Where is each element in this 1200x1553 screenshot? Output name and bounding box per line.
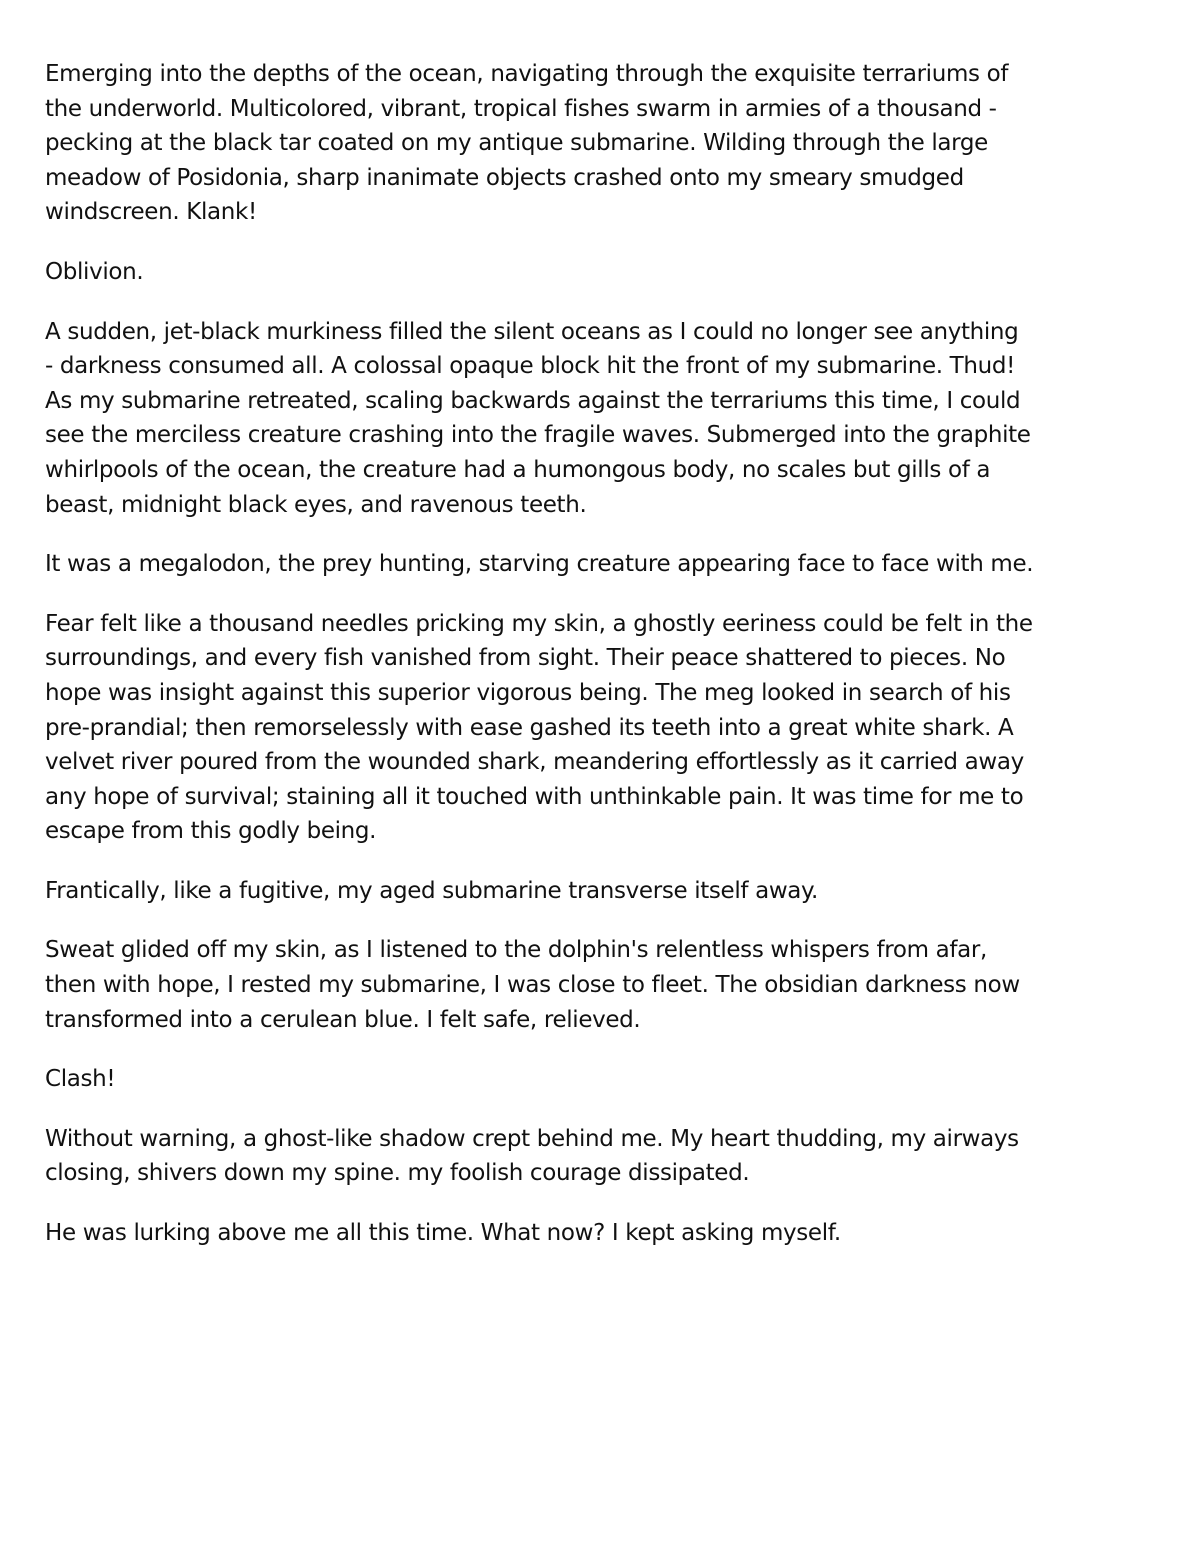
text-line: meadow of Posidonia, sharp inanimate objects crashed onto my smeary smudged bbox=[45, 164, 964, 191]
text-line: surroundings, and every fish vanished from sight. Their peace shattered to pieces. No bbox=[45, 645, 1006, 672]
paragraph-4 bbox=[45, 547, 1155, 582]
text-line: It was a megalodon, the prey hunting, starving creature appearing face to face with me. bbox=[45, 551, 1034, 578]
text-line: transformed into a cerulean blue. I felt safe, relieved. bbox=[45, 1006, 641, 1033]
text-line: Without warning, a ghost-like shadow crept behind me. My heart thudding, my airways bbox=[45, 1125, 1019, 1152]
text-line: beast, midnight black eyes, and ravenous teeth. bbox=[45, 491, 587, 518]
paragraph-5 bbox=[45, 607, 1155, 849]
paragraph-2 bbox=[45, 255, 1155, 290]
text-line: Fear felt like a thousand needles pricking my skin, a ghostly eeriness could be felt in the bbox=[45, 610, 1033, 637]
paragraph-1 bbox=[45, 57, 1155, 230]
text-line: see the merciless creature crashing into the fragile waves. Submerged into the graphite bbox=[45, 422, 1031, 449]
paragraph-8 bbox=[45, 1062, 1155, 1097]
text-line: Emerging into the depths of the ocean, navigating through the exquisite terrariums of bbox=[45, 61, 1009, 87]
text-line: As my submarine retreated, scaling backwards against the terrariums this time, I could bbox=[45, 387, 1021, 414]
text-line: Clash! bbox=[45, 1066, 116, 1093]
text-line: escape from this godly being. bbox=[45, 818, 377, 845]
text-line: pre-prandial; then remorselessly with ease gashed its teeth into a great white shark. A bbox=[45, 714, 1014, 741]
text-line: hope was insight against this superior vigorous being. The meg looked in search of his bbox=[45, 679, 1011, 706]
document-body bbox=[45, 57, 1155, 1276]
text-line: He was lurking above me all this time. What now? I kept asking myself. bbox=[45, 1220, 841, 1247]
paragraph-9 bbox=[45, 1122, 1155, 1191]
text-line: windscreen. Klank! bbox=[45, 199, 257, 226]
text-line: Frantically, like a fugitive, my aged submarine transverse itself away. bbox=[45, 877, 818, 904]
text-line: - darkness consumed all. A colossal opaque block hit the front of my submarine. Thud! bbox=[45, 353, 1015, 380]
text-line: the underworld. Multicolored, vibrant, tropical fishes swarm in armies of a thousand - bbox=[45, 95, 997, 122]
text-line: closing, shivers down my spine. my foolish courage dissipated. bbox=[45, 1160, 750, 1187]
text-line: pecking at the black tar coated on my antique submarine. Wilding through the large bbox=[45, 130, 988, 157]
text-line: then with hope, I rested my submarine, I was close to fleet. The obsidian darkness now bbox=[45, 972, 1020, 999]
paragraph-7 bbox=[45, 933, 1155, 1037]
paragraph-10 bbox=[45, 1216, 1155, 1251]
text-line: velvet river poured from the wounded shark, meandering effortlessly as it carried away bbox=[45, 749, 1024, 776]
text-line: Oblivion. bbox=[45, 258, 144, 285]
text-line: any hope of survival; staining all it touched with unthinkable pain. It was time for me to bbox=[45, 783, 1024, 810]
paragraph-3 bbox=[45, 315, 1155, 523]
text-line: A sudden, jet-black murkiness filled the silent oceans as I could no longer see anything bbox=[45, 318, 1019, 345]
text-line: Sweat glided off my skin, as I listened to the dolphin's relentless whispers from afar, bbox=[45, 937, 987, 964]
text-line: whirlpools of the ocean, the creature had a humongous body, no scales but gills of a bbox=[45, 456, 991, 483]
paragraph-6 bbox=[45, 874, 1155, 909]
